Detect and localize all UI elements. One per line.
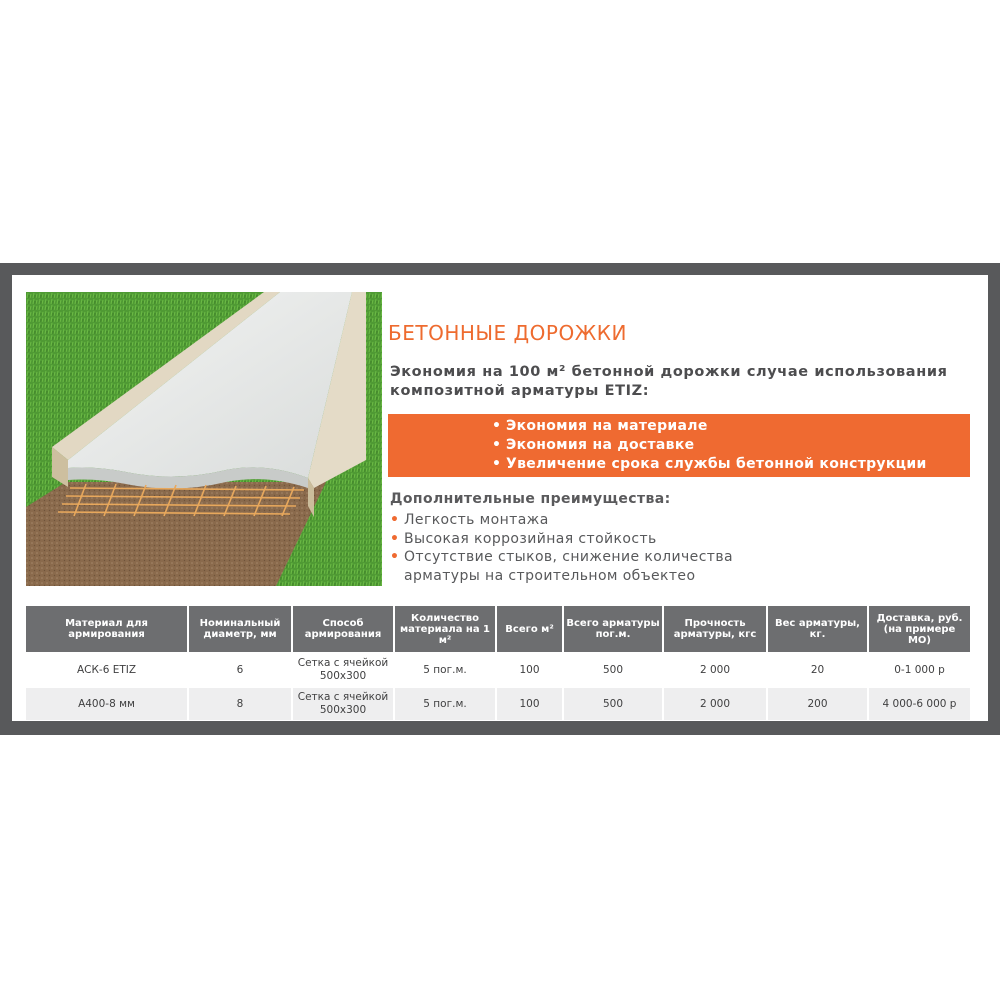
content-panel	[12, 275, 988, 721]
column-header: Всего м²	[496, 606, 563, 652]
advantages-list	[390, 511, 764, 585]
savings-box	[388, 414, 970, 477]
table-header-row	[26, 606, 970, 652]
table-cell: Сетка с ячейкой 500х300	[292, 688, 394, 720]
bullet-icon: •	[390, 530, 400, 547]
advantage-text: Отсутствие стыков, снижение количества арматуры на строительном объектео	[404, 549, 733, 584]
table-cell: 200	[767, 688, 868, 720]
table-cell: 500	[563, 688, 663, 720]
table-cell: 20	[767, 652, 868, 688]
table-cell: 5 пог.м.	[394, 652, 496, 688]
comparison-table	[26, 606, 970, 720]
table-cell: Сетка с ячейкой 500х300	[292, 652, 394, 688]
savings-item-text: Экономия на материале	[506, 418, 708, 434]
column-header: Всего арматуры пог.м.	[563, 606, 663, 652]
table-cell: 100	[496, 652, 563, 688]
column-header: Прочность арматуры, кгс	[663, 606, 767, 652]
savings-item-text: Экономия на доставке	[506, 437, 695, 453]
advantage-item	[390, 548, 764, 585]
advantage-text: Легкость монтажа	[404, 512, 549, 528]
table-cell: А400-8 мм	[26, 688, 188, 720]
savings-item	[492, 436, 927, 455]
column-header: Номинальный диаметр, мм	[188, 606, 292, 652]
savings-item	[492, 417, 927, 436]
table-cell: 100	[496, 688, 563, 720]
outer-frame	[0, 263, 1000, 735]
table-cell: 500	[563, 652, 663, 688]
bullet-icon: •	[492, 456, 502, 472]
table-cell: 4 000-6 000 р	[868, 688, 970, 720]
advantages-title: Дополнительные преимущества:	[390, 491, 671, 507]
bullet-icon: •	[390, 512, 400, 528]
table-row	[26, 688, 970, 720]
advantage-item	[390, 530, 764, 549]
column-header: Способ армирования	[292, 606, 394, 652]
bullet-icon: •	[492, 437, 502, 453]
table-cell: 6	[188, 652, 292, 688]
bullet-icon: •	[492, 418, 502, 434]
savings-item-text: Увеличение срока службы бетонной конструкции	[506, 456, 927, 472]
column-header: Количество материала на 1 м²	[394, 606, 496, 652]
savings-list	[492, 417, 927, 474]
column-header: Доставка, руб. (на примере МО)	[868, 606, 970, 652]
table-cell: 5 пог.м.	[394, 688, 496, 720]
concrete-path-illustration	[26, 292, 382, 586]
table-cell: 8	[188, 688, 292, 720]
page-title: БЕТОННЫЕ ДОРОЖКИ	[388, 321, 627, 345]
table-cell: АСК-6 ETIZ	[26, 652, 188, 688]
column-header: Вес арматуры, кг.	[767, 606, 868, 652]
bullet-icon: •	[390, 549, 400, 565]
table-row	[26, 652, 970, 688]
savings-item	[492, 455, 927, 474]
table-cell: 2 000	[663, 652, 767, 688]
column-header: Материал для армирования	[26, 606, 188, 652]
intro-text: Экономия на 100 м² бетонной дорожки случае использования композитной арматуры ETIZ:	[390, 364, 948, 399]
concrete-path-image	[26, 292, 382, 586]
advantage-text: Высокая коррозийная стойкость	[404, 530, 657, 547]
table-cell: 2 000	[663, 688, 767, 720]
advantage-item	[390, 511, 764, 530]
table-cell: 0-1 000 р	[868, 652, 970, 688]
